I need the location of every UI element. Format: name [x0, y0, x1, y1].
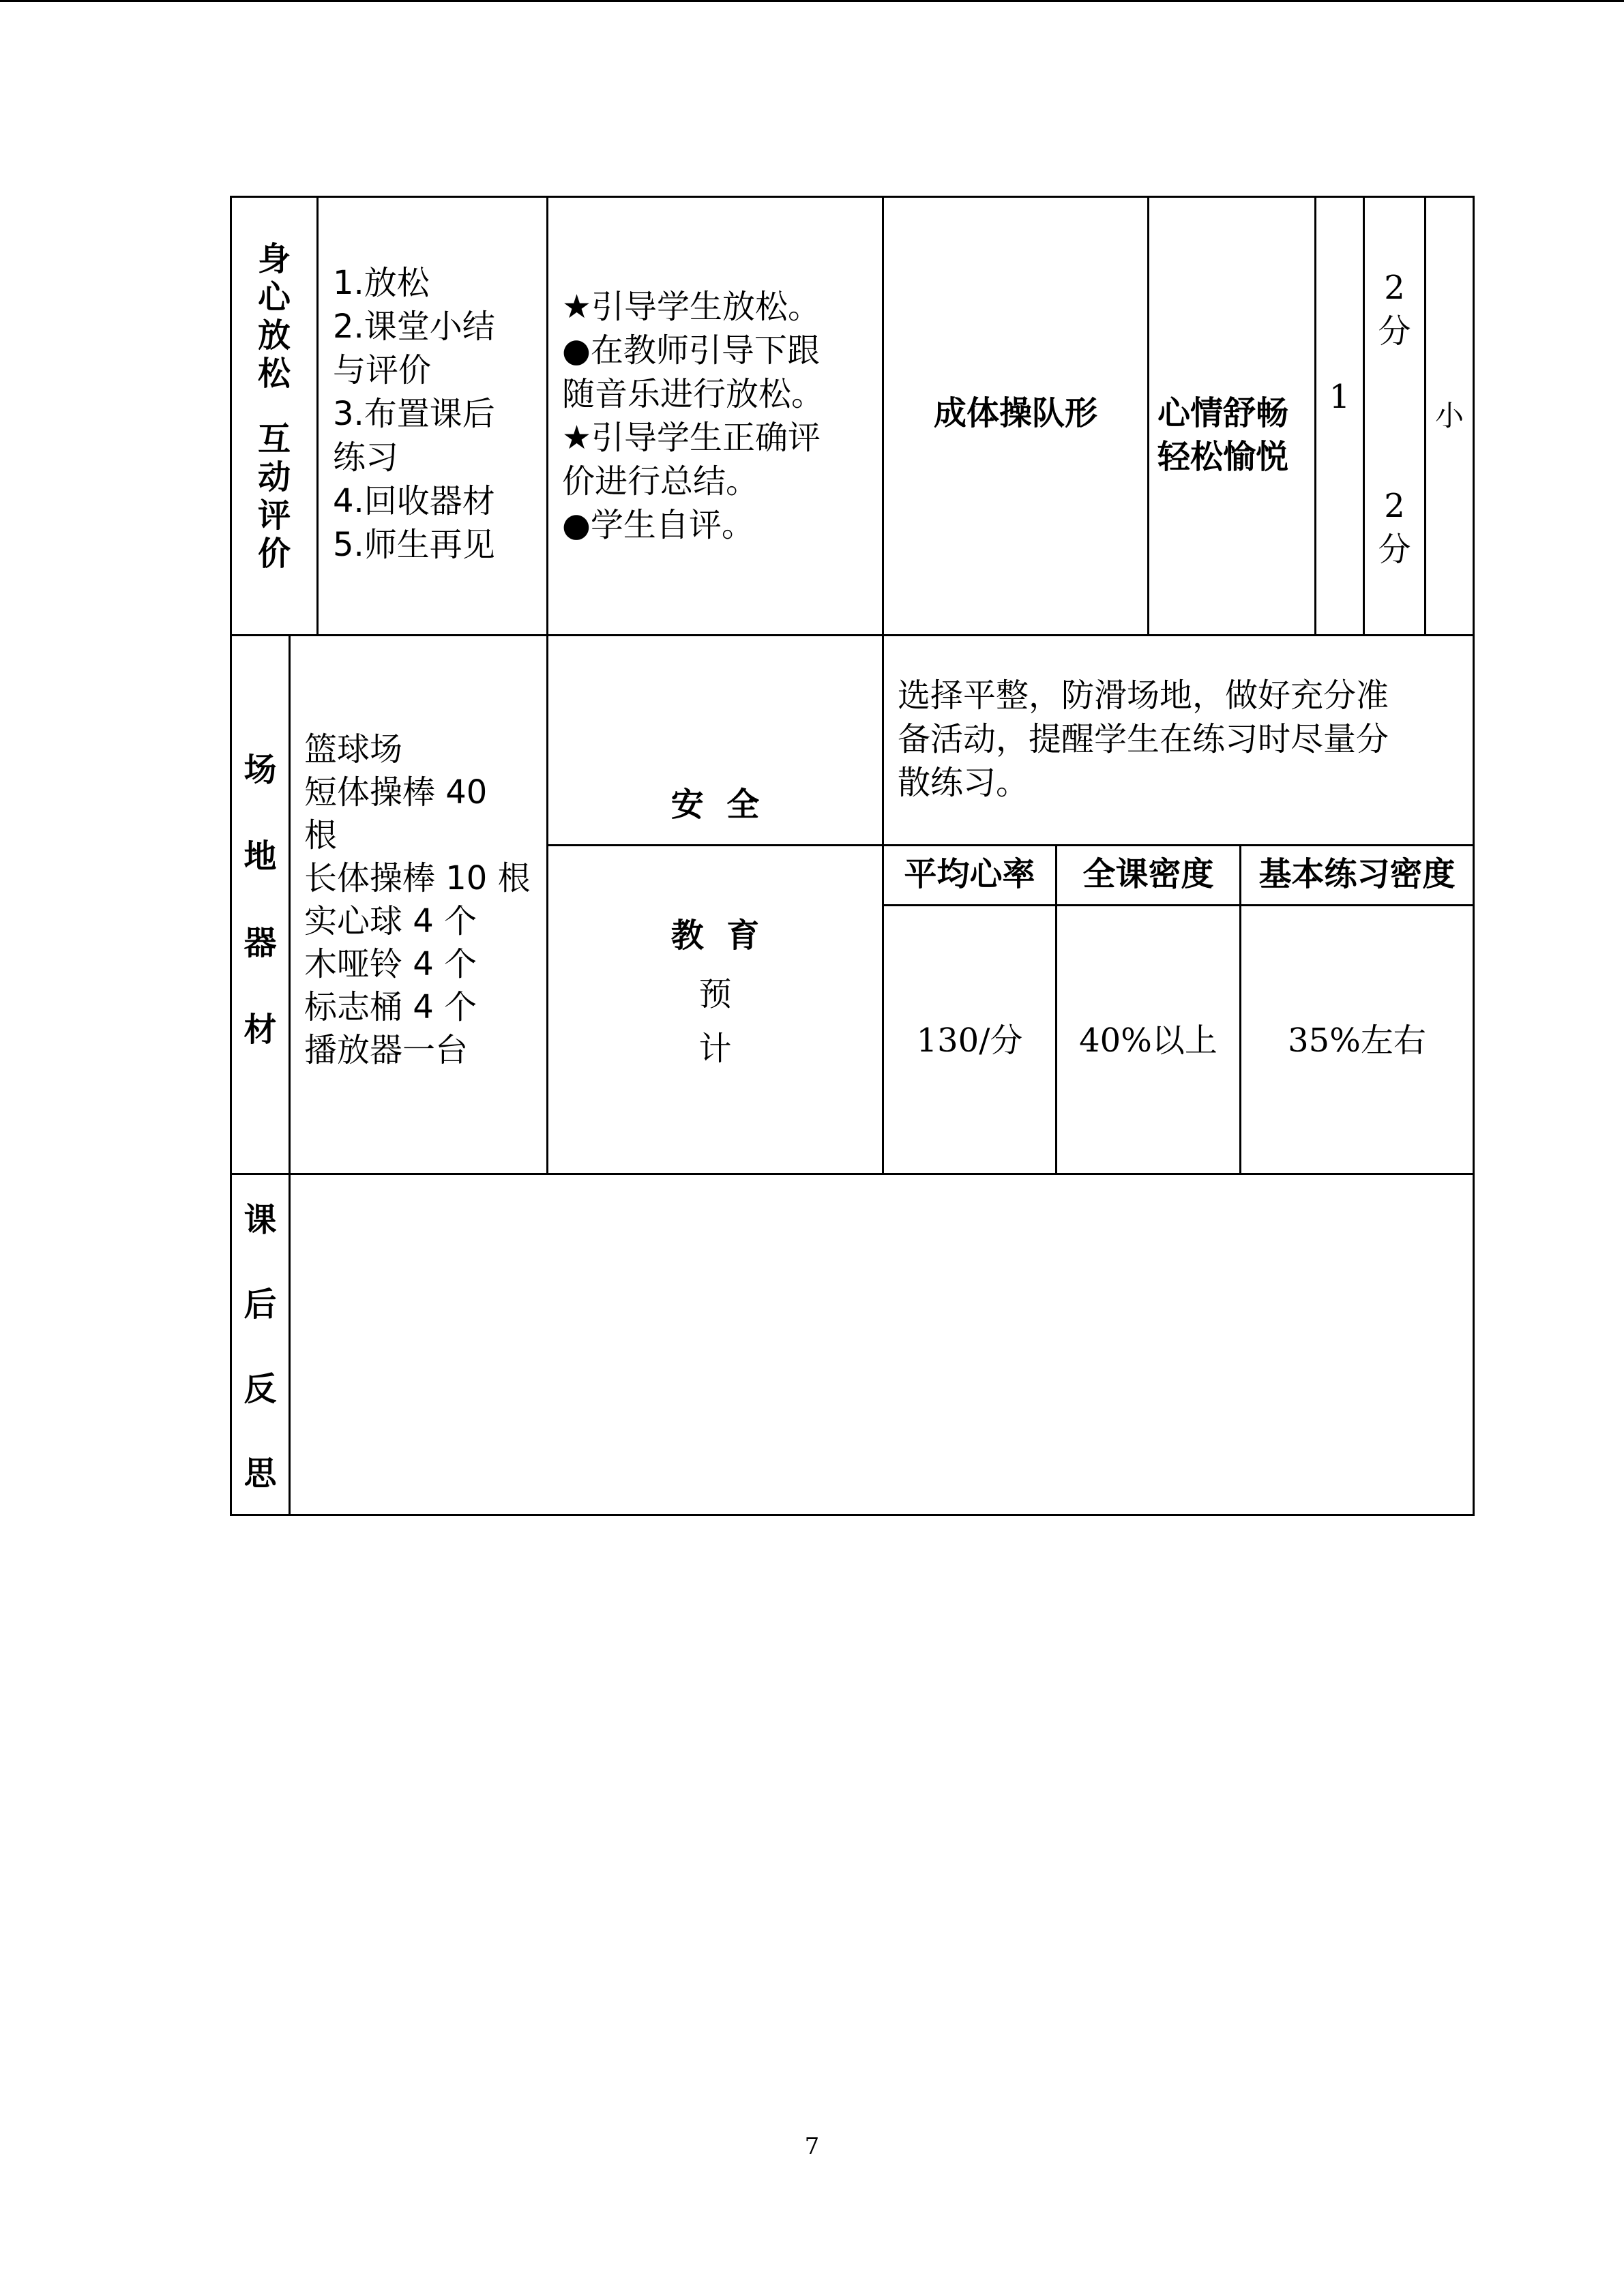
activity-line: ★引导学生放松。 [562, 288, 821, 326]
value-heart-rate: 130/分 [916, 1022, 1023, 1060]
equipment-label [232, 743, 289, 1090]
equipment-item: 篮球场 [304, 730, 403, 769]
equipment-label-char: 器 [243, 924, 277, 962]
section-name-char: 松 [257, 355, 291, 393]
content-line: 4.回收器材 [333, 482, 495, 520]
reflection-label-char: 课 [243, 1201, 277, 1239]
content-line: 5.师生再见 [333, 526, 495, 564]
content-line: 与评价 [333, 351, 432, 389]
content-line: 2.课堂小结 [333, 308, 495, 346]
table-border-right [1473, 196, 1475, 1516]
equipment-item: 根 [304, 816, 338, 854]
activity-line: 随音乐进行放松。 [562, 375, 825, 413]
equipment-item: 播放器一台 [304, 1031, 469, 1069]
estimate-label-char: 计 [698, 1030, 732, 1068]
formation-cell: 成体操队形 [933, 394, 1097, 432]
activity-line: ●在教师引导下跟 [562, 331, 820, 370]
equipment-item: 标志桶 4 个 [304, 988, 477, 1026]
equipment-item: 实心球 4 个 [304, 902, 477, 940]
reflection-content[interactable] [291, 1175, 1473, 1514]
equipment-item: 木哑铃 4 个 [304, 945, 477, 983]
header-practice-density: 基本练习密度 [1258, 855, 1456, 893]
time-b-unit: 分 [1378, 531, 1411, 569]
goal-cell [1157, 391, 1288, 479]
safety-text-line: 散练习。 [898, 764, 1029, 802]
safety-text [898, 674, 1389, 805]
activity-line: ●学生自评。 [562, 506, 754, 544]
time-b-number: 2 [1384, 487, 1405, 525]
estimate-label-char: 预 [698, 975, 732, 1013]
reflection-label-char: 思 [243, 1455, 277, 1493]
section-name-char: 动 [257, 458, 291, 496]
reflection-label-char: 后 [243, 1285, 277, 1324]
content-line: 3.布置课后 [333, 395, 495, 433]
col-divider-r2-3 [882, 634, 884, 1175]
section-content-cell [333, 261, 495, 567]
table-border-top [230, 196, 1475, 198]
times-cell: 1 [1329, 378, 1350, 416]
estimate-label [548, 967, 882, 1076]
col-divider-r1-2 [546, 196, 548, 636]
safety-label-line: 教 育 [670, 916, 760, 955]
equipment-item: 长体操棒 10 根 [304, 859, 531, 897]
goal-line: 轻松愉悦 [1157, 438, 1289, 476]
col-divider-r1-1 [316, 196, 319, 636]
reflection-label [232, 1193, 289, 1532]
intensity-cell: 小 [1434, 399, 1464, 432]
section-name-char: 价 [257, 535, 291, 573]
reflection-label-char: 反 [243, 1370, 277, 1408]
section-name-cell [232, 240, 316, 573]
header-overall-density: 全课密度 [1082, 855, 1214, 893]
value-practice-density: 35%左右 [1288, 1022, 1426, 1060]
page-top-rule [0, 0, 1624, 2]
content-line: 1.放松 [333, 264, 430, 302]
time-a-number: 2 [1384, 269, 1405, 307]
row-divider-3 [882, 904, 1475, 906]
safety-text-line: 选择平整，防滑场地，做好充分准 [898, 676, 1389, 715]
safety-text-line: 备活动，提醒学生在练习时尽量分 [898, 720, 1389, 758]
equipment-item: 短体操棒 40 [304, 773, 488, 811]
activity-line: 价进行总结。 [562, 462, 759, 501]
time-cell-b [1365, 484, 1424, 571]
value-overall-density: 40%以上 [1079, 1022, 1217, 1060]
section-name-char: 评 [257, 496, 291, 535]
content-line: 练习 [333, 438, 399, 477]
header-heart-rate: 平均心率 [904, 855, 1035, 893]
section-name-char: 互 [257, 420, 291, 458]
equipment-label-char: 地 [243, 837, 277, 876]
equipment-list [304, 728, 531, 1072]
section-name-char: 身 [257, 240, 291, 278]
equipment-label-char: 场 [243, 751, 277, 789]
time-cell-a [1365, 266, 1424, 353]
equipment-label-char: 材 [243, 1011, 277, 1049]
page-number: 7 [804, 2133, 820, 2160]
teacher-student-activity-cell [562, 285, 824, 547]
section-name-char: 放 [257, 316, 291, 355]
col-divider-r2-1 [289, 634, 291, 1175]
col-divider-r1-4 [1147, 196, 1149, 636]
section-name-char: 心 [257, 278, 291, 316]
table-border-bottom [230, 1514, 1475, 1516]
row-divider-1 [230, 634, 1475, 636]
safety-label-line: 安 全 [670, 786, 760, 824]
goal-line: 心情舒畅 [1157, 394, 1289, 432]
activity-line: ★引导学生正确评 [562, 419, 821, 457]
time-a-unit: 分 [1378, 312, 1411, 351]
